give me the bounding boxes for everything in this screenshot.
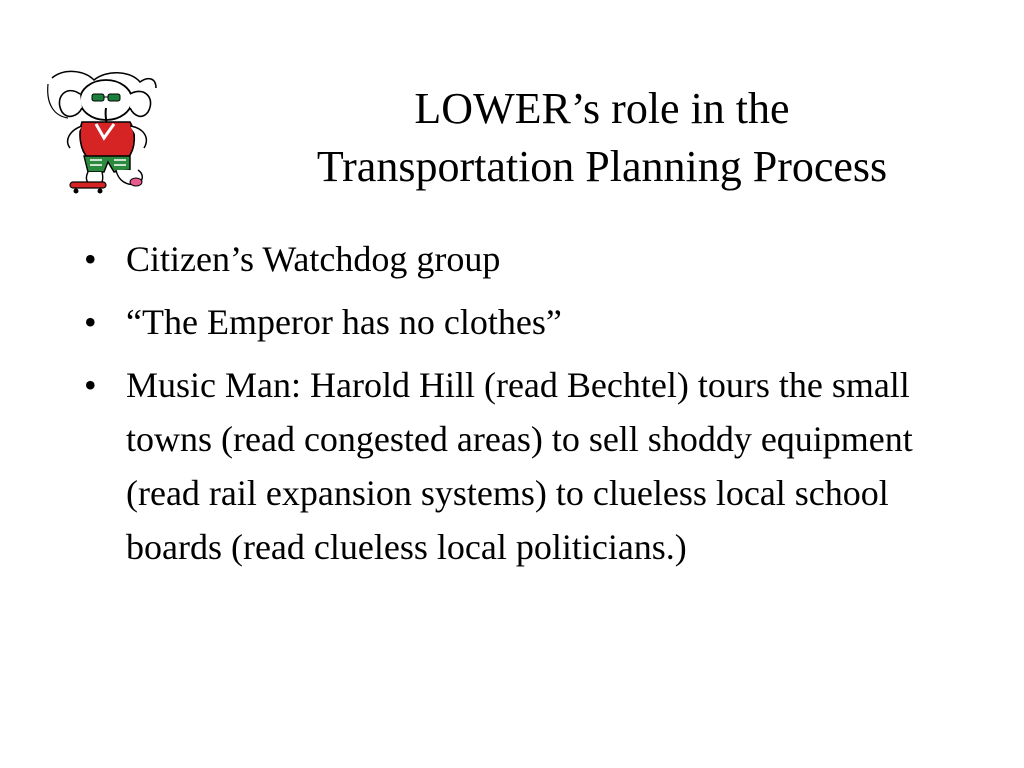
bullet-text: “The Emperor has no clothes” — [126, 302, 562, 342]
bullet-text: Music Man: Harold Hill (read Bechtel) tours the small towns (read congested areas) to sell shoddy equipment (read rail expansion systems) to clueless local school boards (read clueless local politicians.) — [126, 365, 913, 567]
slide-title-line-2: Transportation Planning Process — [316, 142, 888, 191]
bullet-item — [84, 358, 964, 574]
bullet-text: Citizen’s Watchdog group — [126, 239, 501, 279]
bullet-dot-icon: • — [84, 239, 97, 279]
elephant-mascot-icon — [44, 64, 162, 194]
bullet-item — [84, 232, 964, 286]
bullet-item — [84, 295, 964, 349]
bullet-list — [84, 232, 964, 583]
slide-title-line-1: LOWER’s role in the — [414, 84, 790, 133]
bullet-dot-icon: • — [84, 365, 97, 405]
bullet-dot-icon: • — [84, 302, 97, 342]
slide-title — [250, 80, 954, 196]
